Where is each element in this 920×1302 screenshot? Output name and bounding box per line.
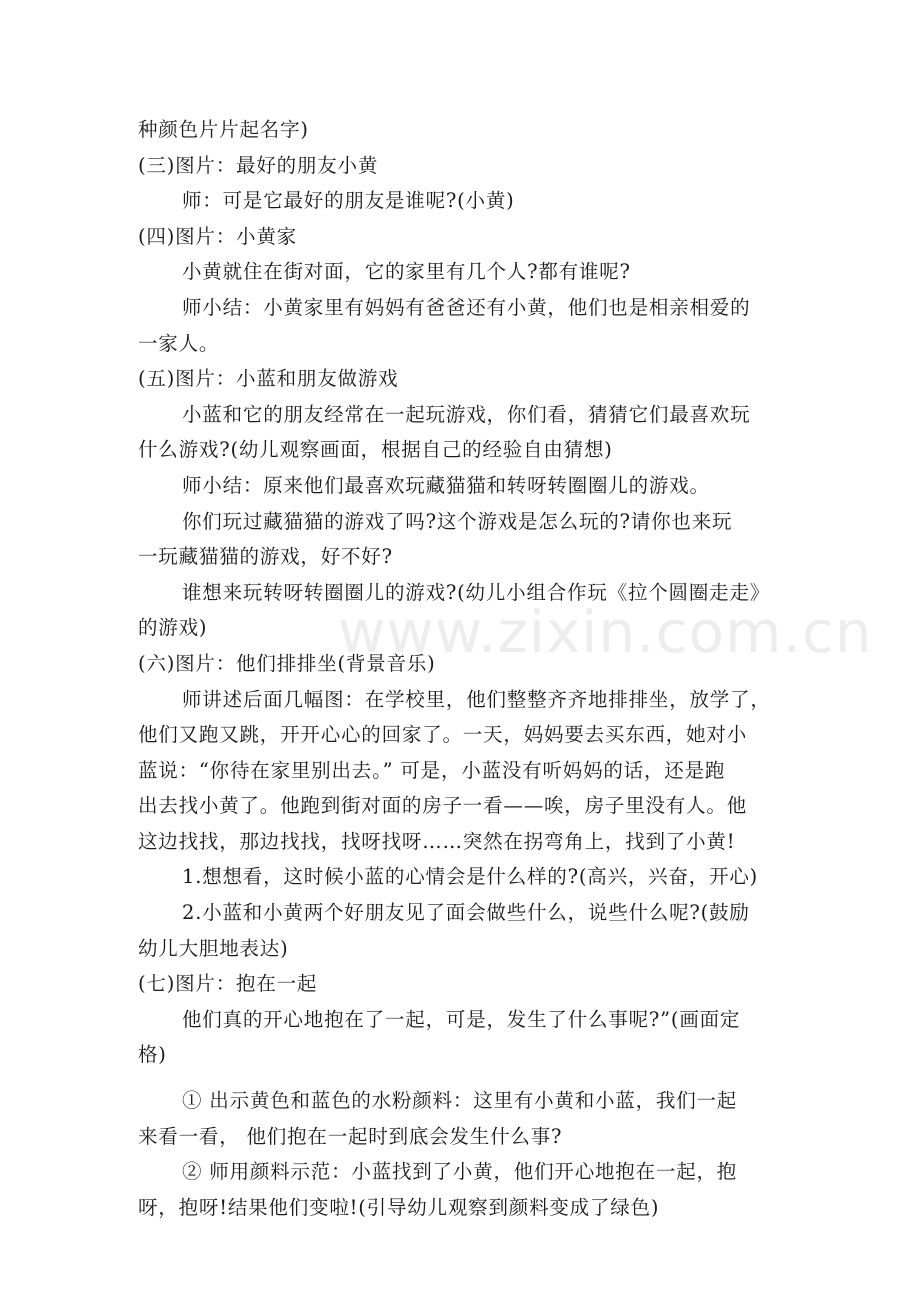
text-line: 一家人。 — [138, 331, 220, 355]
text-line: 师讲述后面几幅图：在学校里，他们整整齐齐地排排坐，放学了， — [182, 687, 771, 711]
text-line: 2.小蓝和小黄两个好朋友见了面会做些什么，说些什么呢?(鼓励 — [182, 901, 750, 925]
text-line: 出去找小黄了。他跑到街对面的房子一看——唉，房子里没有人。他 — [138, 794, 748, 818]
text-line: 你们玩过藏猫猫的游戏了吗?这个游戏是怎么玩的?请你也来玩 — [182, 509, 733, 533]
text-line: 师：可是它最好的朋友是谁呢?(小黄) — [182, 189, 515, 213]
text-line: 这边找找，那边找找，找呀找呀……突然在拐弯角上，找到了小黄! — [138, 829, 736, 853]
document-page — [138, 112, 784, 1225]
text-line: 小黄就住在街对面，它的家里有几个人?都有谁呢? — [182, 260, 631, 284]
text-line: 呀，抱呀!结果他们变啦!(引导幼儿观察到颜料变成了绿色) — [138, 1195, 660, 1219]
text-line: (六)图片：他们排排坐(背景音乐) — [138, 651, 436, 675]
text-line: ① 出示黄色和蓝色的水粉颜料：这里有小黄和小蓝，我们一起 — [182, 1089, 738, 1113]
text-line: 一玩藏猫猫的游戏，好不好? — [138, 545, 393, 569]
text-line: 小蓝和它的朋友经常在一起玩游戏，你们看，猜猜它们最喜欢玩 — [182, 402, 751, 426]
text-line: 种颜色片片起名字) — [138, 118, 309, 141]
text-line: 什么游戏?(幼儿观察画面，根据自己的经验自由猜想) — [138, 438, 613, 462]
text-line: 谁想来玩转呀转圈圈儿的游戏?(幼儿小组合作玩《拉个圆圈走走》 — [182, 580, 771, 604]
text-line: 他们又跑又跳，开开心心的回家了。一天，妈妈要去买东西，她对小 — [138, 723, 748, 747]
text-line: 师小结：小黄家里有妈妈有爸爸还有小黄，他们也是相亲相爱的 — [182, 295, 751, 319]
text-line: 他们真的开心地抱在了一起，可是，发生了什么事呢?”(画面定 — [182, 1007, 741, 1031]
text-line: 幼儿大胆地表达) — [138, 936, 289, 960]
text-line: 师小结：原来他们最喜欢玩藏猫猫和转呀转圈圈儿的游戏。 — [182, 473, 710, 497]
text-line: 1.想想看，这时候小蓝的心情会是什么样的?(高兴，兴奋，开心) — [182, 865, 759, 889]
text-line: 格) — [138, 1043, 167, 1067]
text-line: (五)图片：小蓝和朋友做游戏 — [138, 367, 399, 391]
paragraph-spacer — [138, 1073, 784, 1083]
text-line: ② 师用颜料示范：小蓝找到了小黄，他们开心地抱在一起，抱 — [182, 1160, 738, 1184]
watermark: www.zixin.com.cn — [338, 598, 873, 666]
text-line: (七)图片：抱在一起 — [138, 972, 318, 996]
text-line: (三)图片：最好的朋友小黄 — [138, 153, 379, 177]
text-line: 来看一看， 他们抱在一起时到底会发生什么事? — [138, 1124, 563, 1148]
text-line: (四)图片：小黄家 — [138, 224, 297, 248]
text-line: 蓝说：“你待在家里别出去。” 可是，小蓝没有听妈妈的话，还是跑 — [138, 758, 726, 782]
text-line: 的游戏) — [138, 616, 208, 640]
